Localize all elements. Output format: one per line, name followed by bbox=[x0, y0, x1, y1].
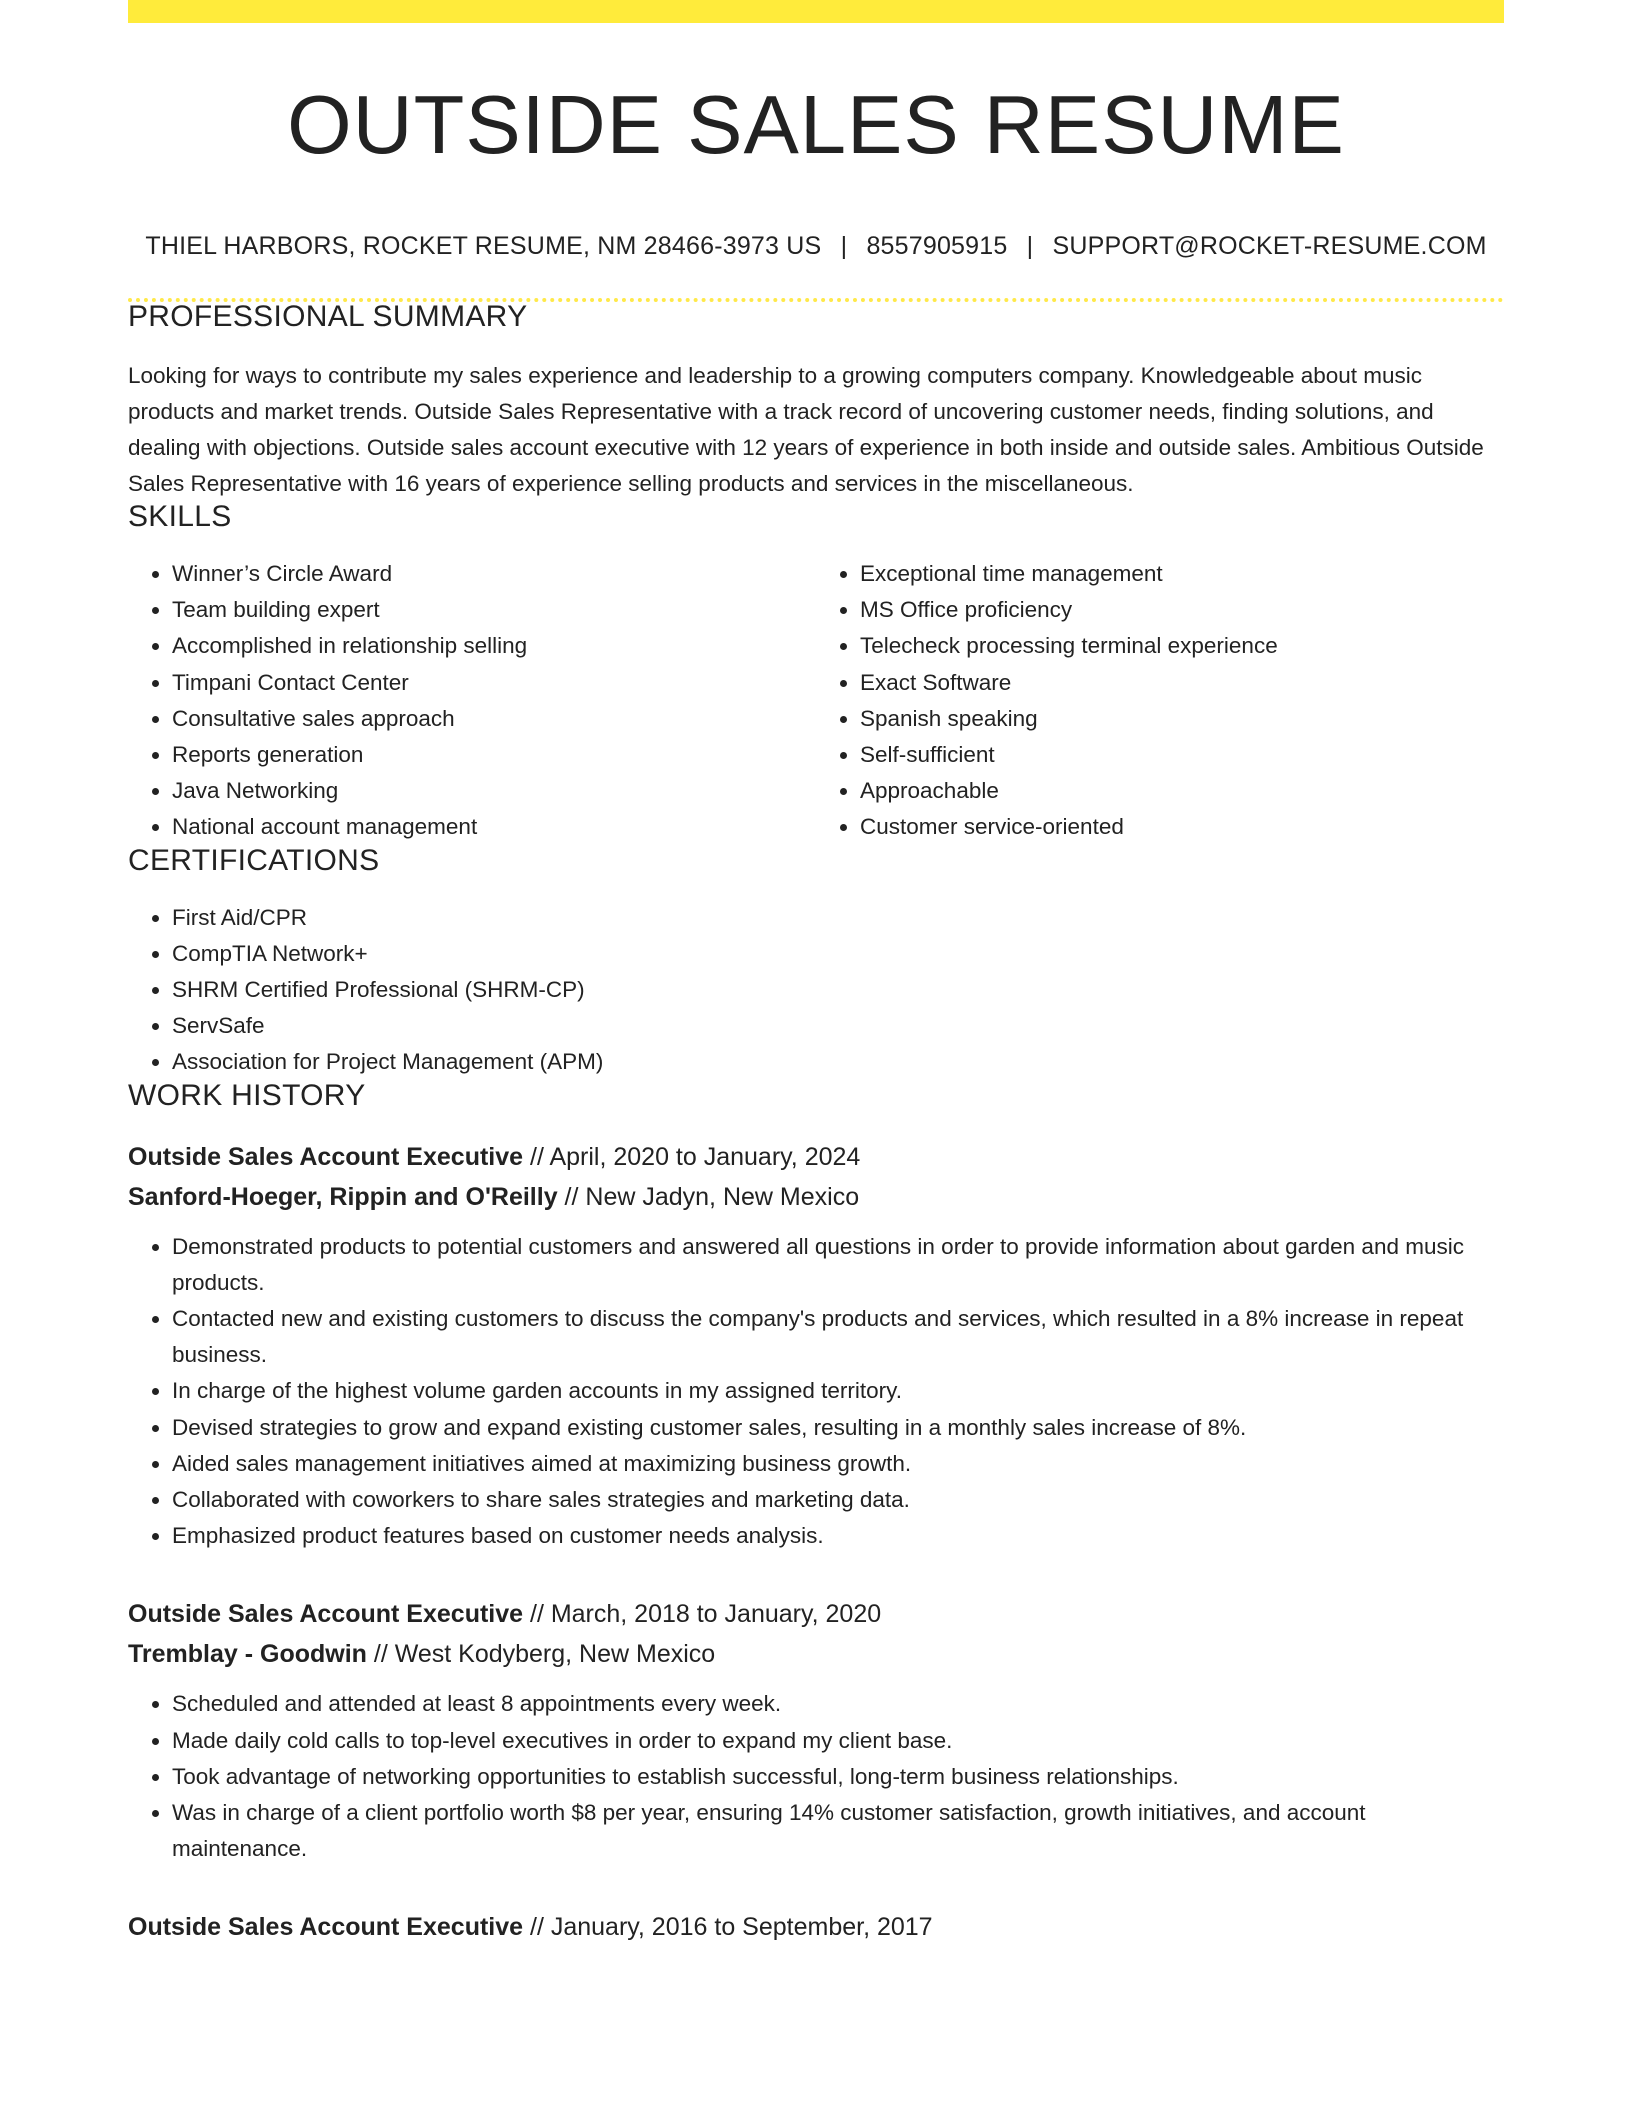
list-item: • Demonstrated products to potential customers and answered all questions in order to provide information about garden and music products. bbox=[172, 1229, 1504, 1301]
list-item: • Java Networking bbox=[172, 773, 816, 809]
list-item: • National account management bbox=[172, 809, 816, 845]
summary-heading: PROFESSIONAL SUMMARY bbox=[128, 300, 528, 333]
resume-page bbox=[128, 0, 1504, 1947]
job-company-line bbox=[128, 1177, 1504, 1217]
job-entry bbox=[128, 1907, 1504, 1947]
company-name: Sanford-Hoeger, Rippin and O'Reilly bbox=[128, 1182, 558, 1211]
list-item: • MS Office proficiency bbox=[860, 592, 1504, 628]
list-item: • Timpani Contact Center bbox=[172, 665, 816, 701]
job-title: Outside Sales Account Executive bbox=[128, 1600, 524, 1629]
skills-list-right bbox=[816, 556, 1504, 846]
skills-heading: SKILLS bbox=[128, 500, 232, 533]
top-accent-bar bbox=[128, 0, 1504, 23]
contact-separator: | bbox=[840, 232, 848, 260]
list-item: • Collaborated with coworkers to share sales strategies and marketing data. bbox=[172, 1482, 1504, 1518]
email-link[interactable]: SUPPORT@ROCKET-RESUME.COM bbox=[1052, 232, 1487, 260]
job-location: // West Kodyberg, New Mexico bbox=[366, 1640, 716, 1669]
list-item: • Reports generation bbox=[172, 737, 816, 773]
skills-list-left bbox=[128, 556, 816, 846]
list-item: • First Aid/CPR bbox=[172, 900, 1504, 936]
certifications-heading: CERTIFICATIONS bbox=[128, 843, 380, 877]
job-title-line bbox=[128, 1137, 1504, 1177]
list-item: • Exceptional time management bbox=[860, 556, 1504, 592]
list-item: • Association for Project Management (APM) bbox=[172, 1044, 1504, 1080]
list-item: • Scheduled and attended at least 8 appointments every week. bbox=[172, 1686, 1504, 1722]
address: THIEL HARBORS, ROCKET RESUME, NM 28466-3973 US bbox=[145, 232, 822, 260]
contact-separator: | bbox=[1026, 232, 1034, 260]
list-item: • Was in charge of a client portfolio worth $8 per year, ensuring 14% customer satisfaction, growth initiatives, and account maintenance. bbox=[172, 1795, 1504, 1867]
list-item: • Telecheck processing terminal experience bbox=[860, 628, 1504, 664]
work-history-heading: WORK HISTORY bbox=[128, 1078, 366, 1112]
list-item: • Exact Software bbox=[860, 665, 1504, 701]
list-item: • Team building expert bbox=[172, 592, 816, 628]
list-item: • Self-sufficient bbox=[860, 737, 1504, 773]
job-location: // New Jadyn, New Mexico bbox=[557, 1182, 860, 1211]
job-dates: // January, 2016 to September, 2017 bbox=[523, 1913, 933, 1942]
job-bullets bbox=[128, 1686, 1504, 1867]
company-name: Tremblay - Goodwin bbox=[128, 1640, 367, 1669]
list-item: • ServSafe bbox=[172, 1008, 1504, 1044]
job-dates: // April, 2020 to January, 2024 bbox=[523, 1142, 861, 1171]
job-entry bbox=[128, 1137, 1504, 1555]
job-title-line bbox=[128, 1594, 1504, 1634]
list-item: • Contacted new and existing customers to discuss the company's products and services, which resulted in a 8% increase in repeat business. bbox=[172, 1301, 1504, 1373]
list-item: • Accomplished in relationship selling bbox=[172, 628, 816, 664]
job-company-line bbox=[128, 1634, 1504, 1674]
certifications-list bbox=[128, 900, 1504, 1081]
resume-title: OUTSIDE SALES RESUME bbox=[287, 78, 1345, 171]
job-entry bbox=[128, 1594, 1504, 1867]
job-bullets bbox=[128, 1229, 1504, 1555]
list-item: • Devised strategies to grow and expand existing customer sales, resulting in a monthly sales increase of 8%. bbox=[172, 1410, 1504, 1446]
list-item: • Spanish speaking bbox=[860, 701, 1504, 737]
list-item: • CompTIA Network+ bbox=[172, 936, 1504, 972]
job-title: Outside Sales Account Executive bbox=[128, 1913, 524, 1942]
list-item: • Made daily cold calls to top-level executives in order to expand my client base. bbox=[172, 1723, 1504, 1759]
list-item: • Emphasized product features based on customer needs analysis. bbox=[172, 1518, 1504, 1554]
job-title-line bbox=[128, 1907, 1504, 1947]
list-item: • Customer service-oriented bbox=[860, 809, 1504, 845]
summary-text: Looking for ways to contribute my sales experience and leadership to a growing computers company. Knowledgeable about music products and market trends. Outside Sales Representative with a track record of uncovering customer needs, finding solutions, and dealing with objections. Outside sales account executive with 12 years of experience in both inside and outside sales. Ambitious Outside Sales Representative with 16 years of experience selling products and services in the miscellaneous. bbox=[128, 363, 1484, 496]
job-title: Outside Sales Account Executive bbox=[128, 1142, 524, 1171]
list-item: • Aided sales management initiatives aimed at maximizing business growth. bbox=[172, 1446, 1504, 1482]
phone: 8557905915 bbox=[866, 232, 1008, 260]
list-item: • SHRM Certified Professional (SHRM-CP) bbox=[172, 972, 1504, 1008]
list-item: • Took advantage of networking opportunities to establish successful, long-term business relationships. bbox=[172, 1759, 1504, 1795]
list-item: • Approachable bbox=[860, 773, 1504, 809]
list-item: • Winner’s Circle Award bbox=[172, 556, 816, 592]
job-dates: // March, 2018 to January, 2020 bbox=[523, 1600, 882, 1629]
skills-columns bbox=[128, 556, 1504, 846]
list-item: • Consultative sales approach bbox=[172, 701, 816, 737]
list-item: • In charge of the highest volume garden accounts in my assigned territory. bbox=[172, 1373, 1504, 1409]
contact-line bbox=[128, 234, 1504, 259]
